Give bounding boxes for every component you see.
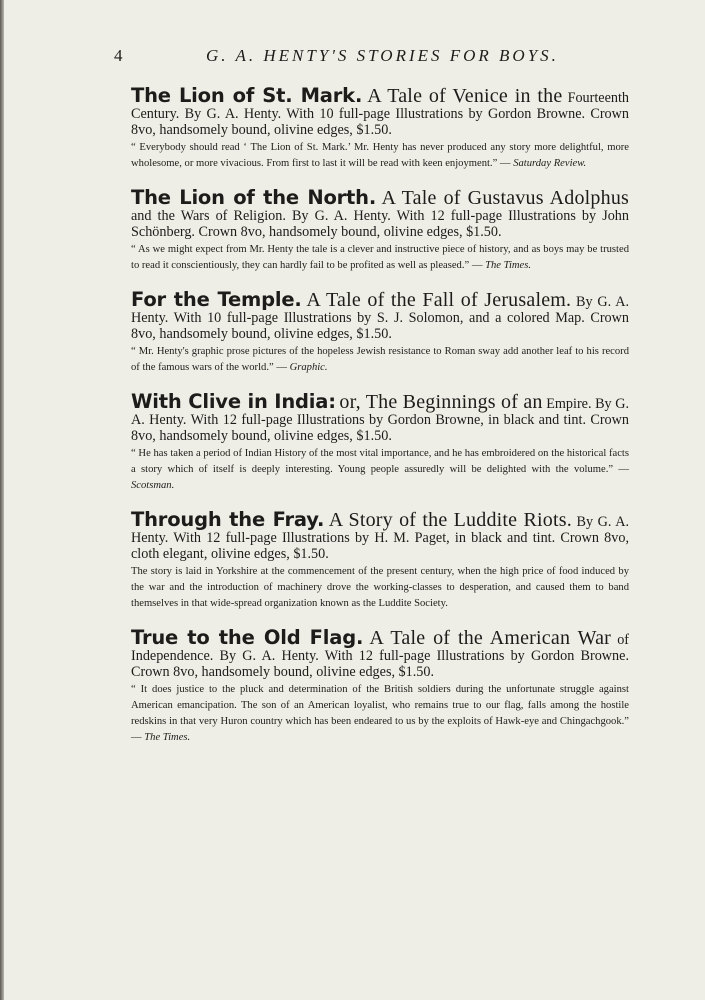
book-list [131,84,630,764]
book-body [131,84,630,138]
book-subtitle: A Tale of Venice in the [367,85,563,107]
book-subtitle: A Tale of the Fall of Jerusalem. [306,289,572,311]
review-quote [131,344,629,376]
book-entry-through-the-fray [131,508,630,612]
book-title: For the Temple. [131,288,302,311]
book-body [131,626,630,680]
review-text: “ Mr. Henty's graphic prose pictures of the hopeless Jewish resistance to Roman sway add another leaf to his record of the famous wars of the world.” — [131,346,629,373]
book-entry-with-clive-in-india [131,390,630,494]
review-source: The Times. [144,732,191,743]
page-header [0,46,705,70]
book-title: The Lion of St. Mark. [131,84,363,107]
book-title: Through the Fray. [131,508,325,531]
book-title: The Lion of the North. [131,186,377,209]
review-source: Saturday Review. [513,158,587,169]
book-entry-lion-of-st-mark [131,84,630,172]
running-title: G. A. HENTY'S STORIES FOR BOYS. [206,46,559,65]
book-details: Fourteenth Century. By G. A. Henty. With 10 full-page Illustrations by Gordon Browne. Crown 8vo, handsomely bound, olivine edges, $1.50. [131,90,630,138]
review-text: The story is laid in Yorkshire at the commencement of the present century, when the high price of food induced by the war and the introduction of machinery drove the working-classes to desperation, and caused them to band themselves in that wide-spread organization known as the Luddite Society. [131,566,629,609]
review-quote [131,140,629,172]
book-details: and the Wars of Religion. By G. A. Henty. With 12 full-page Illustrations by John Schönberg. Crown 8vo, handsomely bound, olivine edges, $1.50. [131,208,629,240]
review-quote [131,242,629,274]
review-source: Scotsman. [131,480,175,491]
book-details: By G. A. Henty. With 12 full-page Illustrations by H. M. Paget, in black and tint. Crown 8vo, cloth elegant, olivine edges, $1.50. [131,514,630,562]
book-body [131,288,629,342]
review-text: “ He has taken a period of Indian History of the most vital importance, and he has embroidered on the historical facts a story which of itself is deeply interesting. Young people assuredly will be delighted with the volume.” — [131,448,629,475]
book-body [131,390,630,444]
book-entry-lion-of-the-north [131,186,630,274]
page-spine-edge [0,0,4,1000]
book-details: Empire. By G. A. Henty. With 12 full-page Illustrations by Gordon Browne, in black and tint. Crown 8vo, handsomely bound, olivine edges, $1.50. [131,396,630,444]
review-text: “ As we might expect from Mr. Henty the tale is a clever and instructive piece of history, and as boys may be trusted to read it conscientiously, they can hardly fail to be profited as well as pleased.” — [131,244,629,271]
page-number: 4 [114,46,123,65]
book-body [131,508,630,562]
book-entry-for-the-temple [131,288,629,376]
description-text [131,564,629,612]
book-subtitle: A Story of the Luddite Riots. [328,509,572,531]
review-source: The Times. [485,260,532,271]
book-title: True to the Old Flag. [131,626,364,649]
review-text: “ It does justice to the pluck and determination of the British soldiers during the unfortunate struggle against American emancipation. The son of an American loyalist, who remains true to our flag, falls among the hostile redskins in that very Huron country which has been endeared to us by the exploits of Hawk-eye and Chingachgook.” — [131,684,629,743]
review-quote [131,446,629,494]
book-details: of Independence. By G. A. Henty. With 12 full-page Illustrations by Gordon Browne. Crown 8vo, handsomely bound, olivine edges, $1.50. [131,632,630,680]
book-subtitle: A Tale of the American War [369,627,612,649]
book-body [131,186,630,240]
book-subtitle: A Tale of Gustavus Adolphus [381,187,630,209]
review-source: Graphic. [289,362,328,373]
review-text: “ Everybody should read ‘ The Lion of St. Mark.’ Mr. Henty has never produced any story more delightful, more wholesome, or more vivacious. From first to last it will be read with keen enjoyment.” — [131,142,629,169]
book-details: By G. A. Henty. With 10 full-page Illustrations by S. J. Solomon, and a colored Map. Crown 8vo, handsomely bound, olivine edges, $1.50. [131,294,629,342]
review-quote [131,682,629,746]
book-title: With Clive in India: [131,390,336,413]
book-entry-true-to-the-old-flag [131,626,630,746]
book-subtitle: or, The Beginnings of an [339,391,543,413]
